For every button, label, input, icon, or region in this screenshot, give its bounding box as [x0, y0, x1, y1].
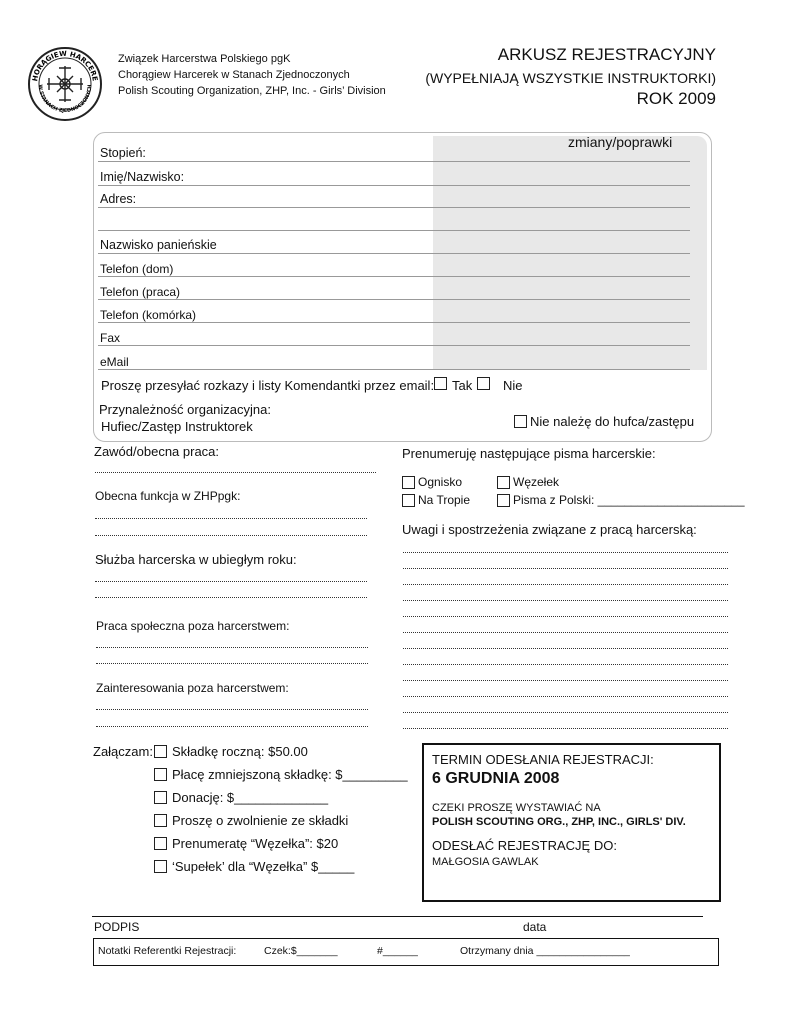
field-name-label: Imię/Nazwisko: [100, 170, 185, 184]
send-to-name: MAŁGOSIA GAWLAK [432, 856, 539, 868]
function-line-2[interactable] [95, 535, 367, 536]
remarks-line[interactable] [403, 664, 728, 665]
attach-supelek-label: ‘Supełek’ dla “Węzełka” $_____ [172, 859, 355, 874]
sub-ognisko-label: Ognisko [418, 475, 463, 489]
affiliation-sublabel: Hufiec/Zastęp Instruktorek [101, 419, 253, 434]
sub-na-tropie-label: Na Tropie [418, 493, 471, 507]
attach-wezelek-sub-label: Prenumeratę “Węzełka”: $20 [172, 836, 339, 851]
function-label: Obecna funkcja w ZHPpgk: [95, 489, 241, 503]
occupation-label: Zawód/obecna praca: [94, 444, 220, 459]
no-affiliation-checkbox[interactable] [514, 415, 527, 428]
field-rank-line[interactable] [98, 161, 690, 162]
remarks-line[interactable] [403, 680, 728, 681]
signature-line[interactable] [92, 916, 703, 917]
social-work-line-1[interactable] [96, 647, 368, 648]
subscriptions-label: Prenumeruję następujące pisma harcerskie: [402, 446, 656, 461]
remarks-line[interactable] [403, 648, 728, 649]
social-work-label: Praca społeczna poza harcerstwem: [96, 619, 290, 633]
changes-label: zmiany/poprawki [568, 134, 673, 150]
service-line-1[interactable] [95, 581, 367, 582]
remarks-line[interactable] [403, 584, 728, 585]
remarks-line[interactable] [403, 728, 728, 729]
svg-text:CHORĄGIEW HARCEREK: HORĄGIEW HARCERE [31, 49, 99, 82]
email-no-checkbox[interactable] [477, 377, 490, 390]
no-affiliation-label: Nie należę do hufca/zastępu [530, 414, 695, 429]
field-address-line[interactable] [98, 207, 690, 208]
field-maiden-name-label: Nazwisko panieńskie [100, 238, 217, 252]
deadline-date: 6 GRUDNIA 2008 [432, 770, 560, 787]
field-email-line[interactable] [98, 369, 690, 370]
attachments-label: Załączam: [93, 744, 153, 759]
field-fax-line[interactable] [98, 345, 690, 346]
org-line-3: Polish Scouting Organization, ZHP, Inc. - Girls’ Division [118, 85, 386, 97]
remarks-line[interactable] [403, 712, 728, 713]
attach-waiver-label: Proszę o zwolnienie ze składki [172, 813, 349, 828]
deadline-label: TERMIN ODESŁANIA REJESTRACJI: [432, 752, 654, 767]
form-title: ARKUSZ REJESTRACYJNY [497, 45, 716, 64]
remarks-line[interactable] [403, 696, 728, 697]
field-address-label: Adres: [100, 192, 137, 206]
date-label: data [523, 920, 547, 934]
sub-wezelek-checkbox[interactable] [497, 476, 510, 489]
remarks-line[interactable] [403, 616, 728, 617]
registrar-check-field[interactable]: Czek:$_______ [264, 945, 338, 957]
field-rank-label: Stopień: [100, 146, 146, 160]
registrar-notes-label: Notatki Referentki Rejestracji: [98, 945, 237, 957]
svg-text:W STANACH ZJEDNOCZONYCH: W STANACH ZJEDNOCZONYCH [36, 84, 94, 115]
org-line-1: Związek Harcerstwa Polskiego pgK [118, 53, 291, 65]
org-line-2: Chorągiew Harcerek w Stanach Zjednoczonych [118, 69, 350, 81]
remarks-label: Uwagi i spostrzeżenia związane z pracą harcerską: [402, 522, 697, 537]
service-label: Służba harcerska w ubiegłym roku: [95, 552, 297, 567]
checks-payable-to: POLISH SCOUTING ORG., ZHP, INC., GIRLS' DIV. [432, 816, 686, 828]
remarks-line[interactable] [403, 600, 728, 601]
registrar-number-field[interactable]: #______ [377, 945, 418, 957]
send-to-label: ODESŁAĆ REJESTRACJĘ DO: [432, 838, 617, 853]
attach-wezelek-sub-checkbox[interactable] [154, 837, 167, 850]
occupation-line[interactable] [95, 472, 376, 473]
attach-annual-fee-checkbox[interactable] [154, 745, 167, 758]
interests-line-1[interactable] [96, 709, 368, 710]
signature-label: PODPIS [94, 920, 140, 934]
sub-na-tropie-checkbox[interactable] [402, 494, 415, 507]
field-phone-work-line[interactable] [98, 299, 690, 300]
email-no-label: Nie [503, 378, 523, 393]
email-yes-label: Tak [452, 378, 473, 393]
interests-label: Zainteresowania poza harcerstwem: [96, 681, 289, 695]
attach-reduced-fee-checkbox[interactable] [154, 768, 167, 781]
field-maiden-name-line[interactable] [98, 253, 690, 254]
checks-payable-label: CZEKI PROSZĘ WYSTAWIAĆ NA [432, 802, 601, 814]
attach-supelek-checkbox[interactable] [154, 860, 167, 873]
field-name-line[interactable] [98, 185, 690, 186]
form-year: ROK 2009 [636, 89, 716, 108]
attach-annual-fee-label: Składkę roczną: $50.00 [172, 744, 308, 759]
attach-reduced-fee-label: Płacę zmniejszoną składkę: $_________ [172, 767, 408, 782]
function-line-1[interactable] [95, 518, 367, 519]
remarks-line[interactable] [403, 632, 728, 633]
field-fax-label: Fax [100, 331, 121, 345]
email-preference-label: Proszę przesyłać rozkazy i listy Komendantki przez email: [101, 378, 435, 393]
attach-donation-label: Donację: $_____________ [172, 790, 329, 805]
field-phone-mobile-line[interactable] [98, 322, 690, 323]
remarks-line[interactable] [403, 552, 728, 553]
sub-wezelek-label: Węzełek [513, 475, 560, 489]
field-phone-home-line[interactable] [98, 276, 690, 277]
field-phone-mobile-label: Telefon (komórka) [100, 308, 197, 322]
registrar-received-field[interactable]: Otrzymany dnia ________________ [460, 945, 630, 957]
remarks-line[interactable] [403, 568, 728, 569]
email-yes-checkbox[interactable] [434, 377, 447, 390]
organization-seal [27, 46, 103, 122]
affiliation-label: Przynależność organizacyjna: [99, 402, 271, 417]
field-phone-work-label: Telefon (praca) [100, 285, 181, 299]
social-work-line-2[interactable] [96, 663, 368, 664]
field-email-label: eMail [100, 355, 129, 369]
sub-ognisko-checkbox[interactable] [402, 476, 415, 489]
field-address-line-2[interactable] [98, 230, 690, 231]
interests-line-2[interactable] [96, 726, 368, 727]
attach-donation-checkbox[interactable] [154, 791, 167, 804]
field-phone-home-label: Telefon (dom) [100, 262, 174, 276]
service-line-2[interactable] [95, 597, 367, 598]
sub-pisma-checkbox[interactable] [497, 494, 510, 507]
form-subtitle: (WYPEŁNIAJĄ WSZYSTKIE INSTRUKTORKI) [425, 70, 716, 86]
attach-waiver-checkbox[interactable] [154, 814, 167, 827]
sub-pisma-label: Pisma z Polski: ______________________ [513, 493, 745, 507]
